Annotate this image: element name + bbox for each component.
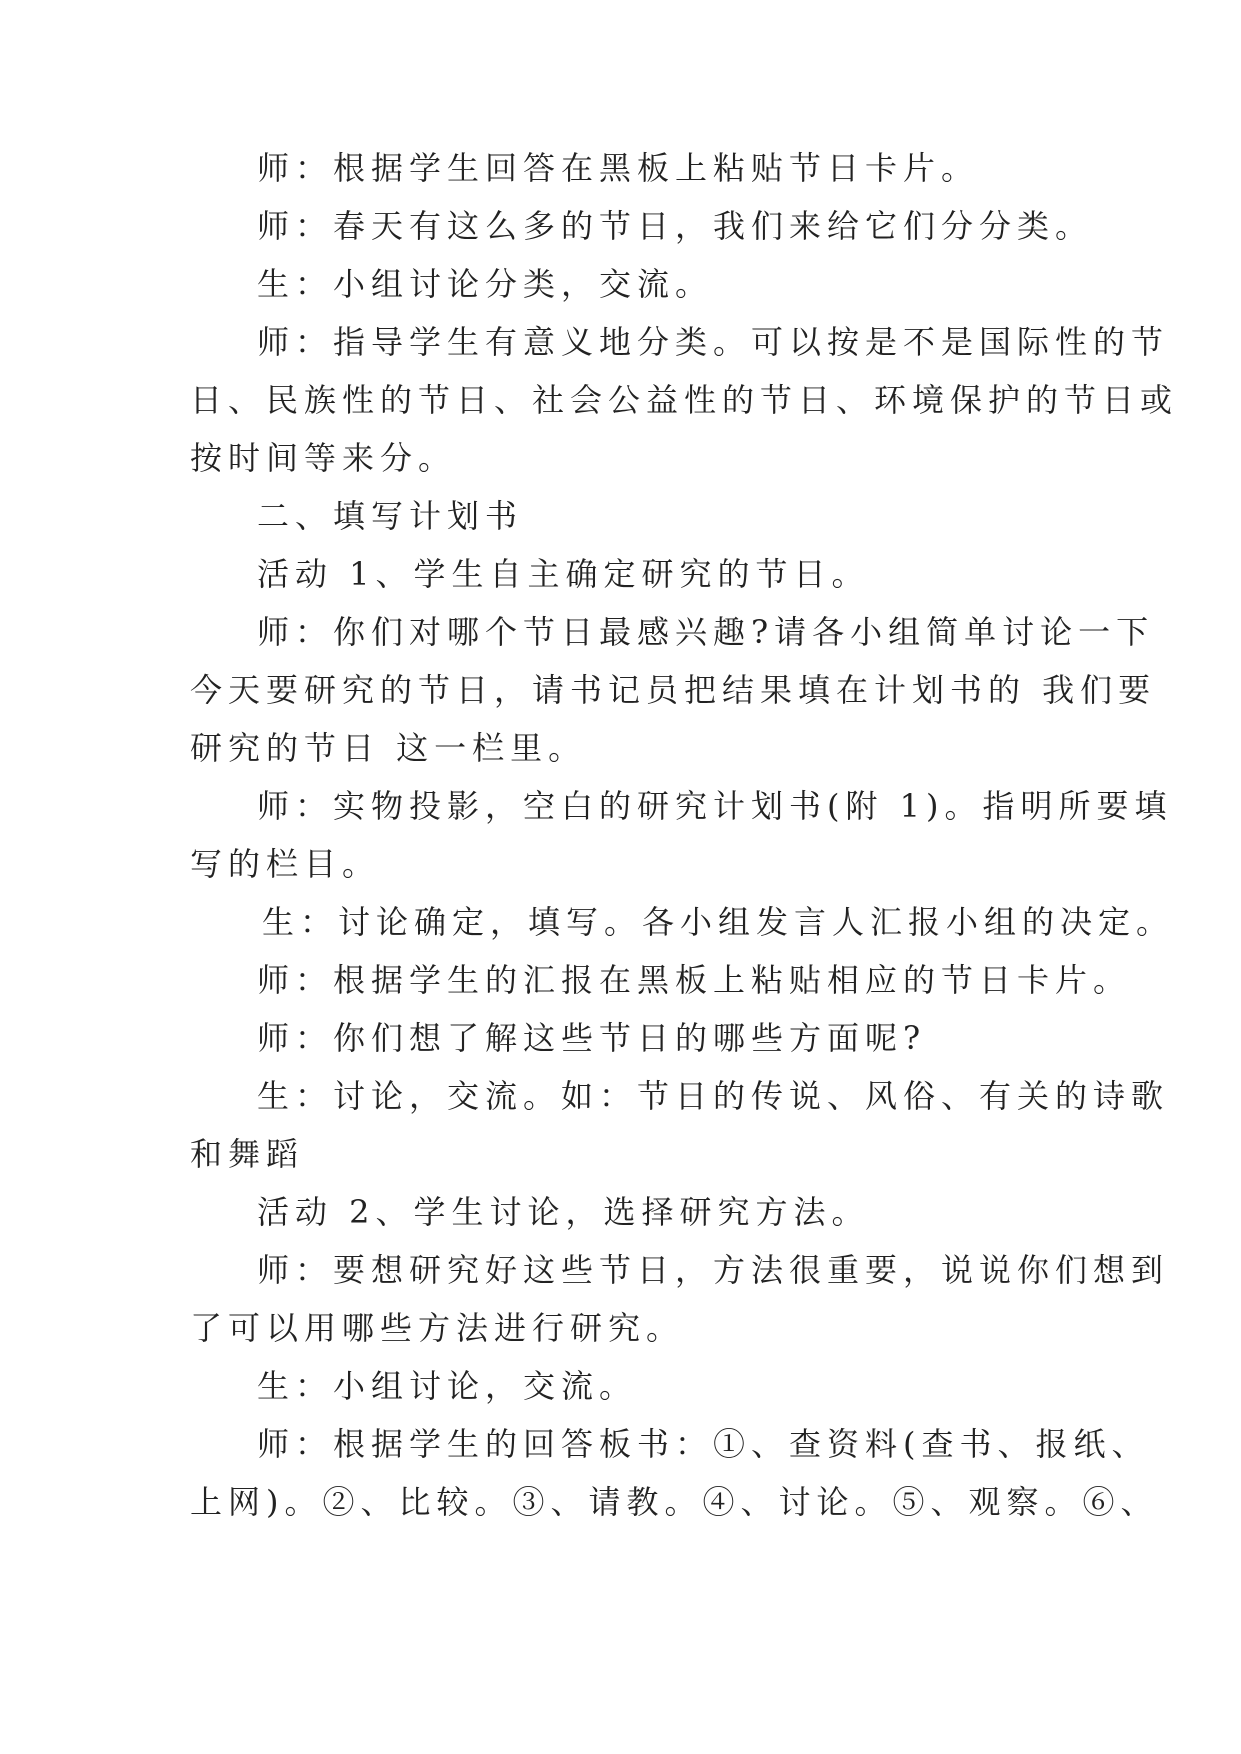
section-heading: 二、填写计划书 xyxy=(257,497,524,535)
text-line: 生：小组讨论分类，交流。 xyxy=(257,265,714,303)
text-line: 了可以用哪些方法进行研究。 xyxy=(190,1309,685,1347)
text-line: 师：根据学生的汇报在黑板上粘贴相应的节日卡片。 xyxy=(257,961,1132,999)
text-line: 师：你们对哪个节日最感兴趣?请各小组简单讨论一下 xyxy=(257,613,1155,651)
text-line: 活动 2、学生讨论，选择研究方法。 xyxy=(257,1193,870,1231)
text-line: 生：讨论，交流。如：节日的传说、风俗、有关的诗歌 xyxy=(257,1077,1170,1115)
text-line: 活动 1、学生自主确定研究的节日。 xyxy=(257,555,870,593)
text-line: 研究的节日 这一栏里。 xyxy=(190,729,587,767)
text-line: 上网)。②、比较。③、请教。④、讨论。⑤、观察。⑥、 xyxy=(190,1483,1159,1521)
text-line: 师：实物投影，空白的研究计划书(附 1)。指明所要填 xyxy=(257,787,1173,825)
text-line: 日、民族性的节日、社会公益性的节日、环境保护的节日或 xyxy=(190,381,1179,419)
text-line: 生：小组讨论，交流。 xyxy=(257,1367,638,1405)
text-line: 按时间等来分。 xyxy=(190,439,457,477)
text-line: 师：春天有这么多的节日，我们来给它们分分类。 xyxy=(257,207,1094,245)
text-line: 师：指导学生有意义地分类。可以按是不是国际性的节 xyxy=(257,323,1170,361)
text-line: 和舞蹈 xyxy=(190,1135,305,1173)
text-line: 师：你们想了解这些节日的哪些方面呢? xyxy=(257,1019,927,1057)
text-line: 写的栏目。 xyxy=(190,845,381,883)
text-line: 生：讨论确定，填写。各小组发言人汇报小组的决定。 xyxy=(262,903,1175,941)
text-line: 师：要想研究好这些节日，方法很重要，说说你们想到 xyxy=(257,1251,1170,1289)
text-line: 师：根据学生回答在黑板上粘贴节日卡片。 xyxy=(257,149,980,187)
text-line: 师：根据学生的回答板书：①、查资料(查书、报纸、 xyxy=(257,1425,1150,1463)
text-line: 今天要研究的节日，请书记员把结果填在计划书的 我们要 xyxy=(190,671,1157,709)
